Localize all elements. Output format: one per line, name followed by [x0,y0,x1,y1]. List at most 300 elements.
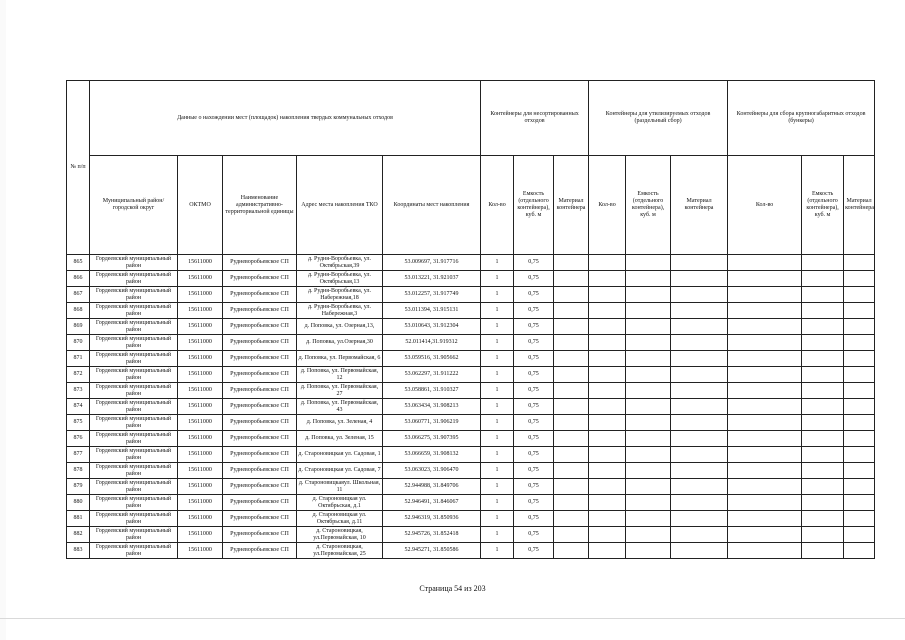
cell-settlement: Рудневоробьевское СП [223,463,297,479]
cell-oktmo: 15611000 [178,255,223,271]
table-row [67,367,875,383]
cell-unsorted-material [554,543,589,559]
cell-district: Гордеевский муниципальный район [90,463,178,479]
cell-settlement: Рудневоробьевское СП [223,383,297,399]
cell-coords: 53.009697, 31.917716 [383,255,481,271]
cell-separate-volume [626,271,671,287]
cell-separate-material [671,527,728,543]
header-unsorted-material: Материал контейнера [554,156,589,255]
cell-separate-material [671,463,728,479]
cell-settlement: Рудневоробьевское СП [223,367,297,383]
table-body [67,255,875,559]
cell-district: Гордеевский муниципальный район [90,527,178,543]
document-sheet [66,80,875,559]
cell-separate-count [589,511,626,527]
cell-bulky-count [728,335,802,351]
cell-unsorted-count: 1 [481,463,514,479]
cell-separate-volume [626,415,671,431]
cell-bulky-material [844,495,875,511]
cell-num: 870 [67,335,90,351]
cell-bulky-count [728,383,802,399]
cell-district: Гордеевский муниципальный район [90,511,178,527]
cell-oktmo: 15611000 [178,383,223,399]
cell-bulky-material [844,511,875,527]
cell-bulky-material [844,255,875,271]
cell-unsorted-volume: 0,75 [514,335,554,351]
cell-bulky-volume [802,431,844,447]
cell-unsorted-material [554,255,589,271]
cell-num: 883 [67,543,90,559]
cell-address: д. Староновицкая, ул.Первомайская, 10 [297,527,383,543]
cell-bulky-volume [802,447,844,463]
cell-unsorted-material [554,495,589,511]
cell-bulky-material [844,287,875,303]
table-row [67,287,875,303]
cell-address: д. Поповка, ул. Озерная,13, [297,319,383,335]
cell-district: Гордеевский муниципальный район [90,543,178,559]
cell-separate-material [671,447,728,463]
cell-bulky-volume [802,383,844,399]
cell-separate-count [589,543,626,559]
cell-oktmo: 15611000 [178,415,223,431]
table-row [67,303,875,319]
cell-num: 873 [67,383,90,399]
scan-bottom-line [0,618,905,619]
cell-bulky-count [728,255,802,271]
cell-bulky-volume [802,335,844,351]
cell-district: Гордеевский муниципальный район [90,415,178,431]
cell-separate-volume [626,495,671,511]
cell-num: 881 [67,511,90,527]
cell-num: 867 [67,287,90,303]
cell-separate-material [671,303,728,319]
cell-bulky-material [844,367,875,383]
cell-unsorted-volume: 0,75 [514,431,554,447]
cell-separate-count [589,303,626,319]
cell-separate-volume [626,319,671,335]
cell-num: 868 [67,303,90,319]
table-row [67,399,875,415]
waste-sites-table [66,80,875,559]
cell-bulky-volume [802,415,844,431]
header-separate-group: Контейнеры для утилизируемых отходов (раздельный сбор) [589,81,728,156]
cell-separate-count [589,287,626,303]
cell-address: д. Рудня-Воробьевка, ул. Набережная,18 [297,287,383,303]
cell-oktmo: 15611000 [178,351,223,367]
cell-separate-count [589,495,626,511]
cell-separate-volume [626,351,671,367]
header-address: Адрес места накопления ТКО [297,156,383,255]
cell-bulky-volume [802,303,844,319]
header-unsorted-count: Кол-во [481,156,514,255]
cell-oktmo: 15611000 [178,335,223,351]
cell-separate-count [589,271,626,287]
cell-unsorted-count: 1 [481,511,514,527]
cell-unsorted-material [554,511,589,527]
cell-separate-volume [626,511,671,527]
cell-bulky-material [844,399,875,415]
cell-separate-volume [626,303,671,319]
cell-unsorted-volume: 0,75 [514,255,554,271]
cell-coords: 52.011414,31.919312 [383,335,481,351]
cell-separate-volume [626,431,671,447]
cell-address: д. Староновицкая ул. Октябрьская, д.11 [297,511,383,527]
cell-unsorted-volume: 0,75 [514,367,554,383]
cell-unsorted-count: 1 [481,527,514,543]
cell-bulky-count [728,527,802,543]
cell-oktmo: 15611000 [178,479,223,495]
cell-bulky-count [728,319,802,335]
cell-settlement: Рудневоробьевское СП [223,543,297,559]
cell-bulky-count [728,303,802,319]
cell-separate-volume [626,463,671,479]
cell-district: Гордеевский муниципальный район [90,287,178,303]
cell-unsorted-volume: 0,75 [514,287,554,303]
header-location-group: Данные о нахождении мест (площадок) накопления твердых коммунальных отходов [90,81,481,156]
cell-bulky-volume [802,399,844,415]
cell-oktmo: 15611000 [178,527,223,543]
cell-unsorted-volume: 0,75 [514,383,554,399]
cell-num: 874 [67,399,90,415]
cell-oktmo: 15611000 [178,399,223,415]
cell-district: Гордеевский муниципальный район [90,399,178,415]
cell-separate-material [671,383,728,399]
cell-unsorted-count: 1 [481,399,514,415]
cell-bulky-count [728,415,802,431]
cell-address: д. Рудня-Воробьевка, ул. Октябрьская,39 [297,255,383,271]
cell-unsorted-material [554,447,589,463]
header-num: № п/п [67,81,90,255]
cell-settlement: Рудневоробьевское СП [223,303,297,319]
cell-unsorted-material [554,463,589,479]
cell-unsorted-volume: 0,75 [514,447,554,463]
cell-oktmo: 15611000 [178,271,223,287]
cell-unsorted-material [554,431,589,447]
header-district: Муниципальный район/городской округ [90,156,178,255]
cell-bulky-count [728,511,802,527]
cell-coords: 53.066275, 31.907395 [383,431,481,447]
cell-unsorted-material [554,399,589,415]
header-bulky-count: Кол-во [728,156,802,255]
cell-bulky-count [728,479,802,495]
cell-separate-material [671,351,728,367]
cell-district: Гордеевский муниципальный район [90,303,178,319]
cell-unsorted-volume: 0,75 [514,319,554,335]
cell-bulky-material [844,527,875,543]
cell-unsorted-volume: 0,75 [514,303,554,319]
cell-address: д. Староновицкая ул. Октябрьская, д.1 [297,495,383,511]
cell-unsorted-material [554,479,589,495]
cell-settlement: Рудневоробьевское СП [223,399,297,415]
cell-unsorted-material [554,527,589,543]
table-row [67,383,875,399]
cell-num: 866 [67,271,90,287]
cell-coords: 52.945726, 31.852418 [383,527,481,543]
cell-num: 876 [67,431,90,447]
header-oktmo: ОКТМО [178,156,223,255]
cell-settlement: Рудневоробьевское СП [223,495,297,511]
cell-coords: 53.012257, 31.917749 [383,287,481,303]
cell-separate-volume [626,543,671,559]
cell-unsorted-count: 1 [481,303,514,319]
cell-unsorted-count: 1 [481,271,514,287]
cell-bulky-count [728,271,802,287]
cell-coords: 53.011394, 31.915131 [383,303,481,319]
cell-unsorted-material [554,303,589,319]
cell-separate-material [671,415,728,431]
cell-unsorted-volume: 0,75 [514,463,554,479]
cell-bulky-volume [802,463,844,479]
cell-separate-count [589,367,626,383]
cell-bulky-volume [802,527,844,543]
cell-bulky-material [844,271,875,287]
cell-unsorted-material [554,383,589,399]
table-row [67,447,875,463]
cell-coords: 53.013221, 31.921037 [383,271,481,287]
cell-unsorted-volume: 0,75 [514,511,554,527]
cell-unsorted-volume: 0,75 [514,479,554,495]
cell-address: д. Староновицкая, ул.Первомайская, 25 [297,543,383,559]
cell-district: Гордеевский муниципальный район [90,431,178,447]
cell-bulky-material [844,415,875,431]
cell-district: Гордеевский муниципальный район [90,319,178,335]
cell-coords: 53.063434, 31.908213 [383,399,481,415]
table-row [67,543,875,559]
cell-address: д. Рудня-Воробьевка, ул. Октябрьская,13 [297,271,383,287]
cell-unsorted-material [554,351,589,367]
cell-bulky-count [728,495,802,511]
cell-unsorted-volume: 0,75 [514,351,554,367]
cell-address: д. Поповка, ул. Первомайская, 12 [297,367,383,383]
header-separate-count: Кол-во [589,156,626,255]
cell-separate-count [589,479,626,495]
cell-bulky-material [844,303,875,319]
cell-settlement: Рудневоробьевское СП [223,319,297,335]
cell-bulky-material [844,383,875,399]
cell-settlement: Рудневоробьевское СП [223,479,297,495]
table-row [67,335,875,351]
cell-num: 879 [67,479,90,495]
cell-separate-count [589,527,626,543]
cell-bulky-count [728,287,802,303]
cell-settlement: Рудневоробьевское СП [223,511,297,527]
cell-bulky-count [728,543,802,559]
cell-num: 875 [67,415,90,431]
cell-unsorted-count: 1 [481,287,514,303]
header-bulky-group: Контейнеры для сбора крупногабаритных отходов (бункеры) [728,81,875,156]
table-row [67,415,875,431]
cell-bulky-count [728,367,802,383]
cell-bulky-material [844,479,875,495]
cell-coords: 52.946319, 31.850936 [383,511,481,527]
cell-oktmo: 15611000 [178,447,223,463]
cell-address: д. Поповка, ул. Первомайская, 27 [297,383,383,399]
cell-separate-material [671,399,728,415]
cell-separate-volume [626,287,671,303]
table-row [67,431,875,447]
cell-unsorted-volume: 0,75 [514,271,554,287]
cell-separate-count [589,447,626,463]
cell-separate-count [589,431,626,447]
cell-unsorted-material [554,367,589,383]
cell-oktmo: 15611000 [178,431,223,447]
cell-bulky-volume [802,495,844,511]
cell-separate-count [589,399,626,415]
cell-num: 878 [67,463,90,479]
cell-unsorted-count: 1 [481,495,514,511]
cell-bulky-count [728,447,802,463]
cell-unsorted-count: 1 [481,543,514,559]
header-coords: Координаты мест накопления [383,156,481,255]
cell-address: д. Староновицкая ул. Садовая, 7 [297,463,383,479]
cell-oktmo: 15611000 [178,319,223,335]
cell-unsorted-count: 1 [481,367,514,383]
cell-unsorted-count: 1 [481,447,514,463]
cell-bulky-count [728,431,802,447]
cell-address: д. Староновицкаяул. Школьная, 11 [297,479,383,495]
cell-bulky-material [844,335,875,351]
cell-separate-count [589,415,626,431]
cell-separate-volume [626,447,671,463]
table-row [67,495,875,511]
cell-unsorted-count: 1 [481,415,514,431]
cell-separate-material [671,511,728,527]
cell-district: Гордеевский муниципальный район [90,495,178,511]
cell-address: д. Староновицкая ул. Садовая, 1 [297,447,383,463]
cell-unsorted-count: 1 [481,479,514,495]
cell-unsorted-volume: 0,75 [514,527,554,543]
cell-bulky-material [844,543,875,559]
cell-bulky-volume [802,287,844,303]
cell-coords: 53.062297, 31.911222 [383,367,481,383]
cell-settlement: Рудневоробьевское СП [223,415,297,431]
cell-separate-material [671,367,728,383]
cell-unsorted-material [554,415,589,431]
cell-num: 872 [67,367,90,383]
cell-num: 869 [67,319,90,335]
cell-bulky-volume [802,479,844,495]
cell-oktmo: 15611000 [178,543,223,559]
cell-bulky-material [844,431,875,447]
cell-unsorted-material [554,287,589,303]
cell-district: Гордеевский муниципальный район [90,255,178,271]
cell-coords: 53.059516, 31.905662 [383,351,481,367]
cell-bulky-volume [802,367,844,383]
cell-district: Гордеевский муниципальный район [90,479,178,495]
cell-separate-volume [626,527,671,543]
cell-unsorted-material [554,319,589,335]
cell-district: Гордеевский муниципальный район [90,351,178,367]
cell-address: д. Рудня-Воробьевка, ул. Набережная,3 [297,303,383,319]
table-row [67,319,875,335]
cell-num: 865 [67,255,90,271]
cell-district: Гордеевский муниципальный район [90,367,178,383]
cell-unsorted-count: 1 [481,383,514,399]
table-row [67,255,875,271]
header-bulky-volume: Емкость (отдельного контейнера), куб. м [802,156,844,255]
table-row [67,463,875,479]
cell-oktmo: 15611000 [178,367,223,383]
cell-separate-material [671,495,728,511]
cell-bulky-count [728,351,802,367]
cell-separate-material [671,319,728,335]
cell-oktmo: 15611000 [178,495,223,511]
cell-coords: 53.058861, 31.910327 [383,383,481,399]
cell-unsorted-count: 1 [481,255,514,271]
cell-unsorted-volume: 0,75 [514,399,554,415]
cell-bulky-volume [802,271,844,287]
cell-unsorted-material [554,271,589,287]
cell-unsorted-count: 1 [481,351,514,367]
cell-settlement: Рудневоробьевское СП [223,351,297,367]
cell-district: Гордеевский муниципальный район [90,383,178,399]
cell-bulky-volume [802,543,844,559]
cell-bulky-material [844,351,875,367]
cell-separate-volume [626,479,671,495]
cell-bulky-material [844,463,875,479]
cell-bulky-material [844,319,875,335]
cell-separate-material [671,287,728,303]
cell-coords: 53.063023, 31.906470 [383,463,481,479]
cell-oktmo: 15611000 [178,303,223,319]
header-separate-volume: Емкость (отдельного контейнера), куб. м [626,156,671,255]
scan-edge [0,0,6,640]
cell-unsorted-count: 1 [481,431,514,447]
cell-separate-material [671,431,728,447]
cell-settlement: Рудневоробьевское СП [223,287,297,303]
cell-separate-count [589,383,626,399]
cell-unsorted-volume: 0,75 [514,415,554,431]
cell-address: д. Поповка, ул. Первомайская, 6 [297,351,383,367]
cell-settlement: Рудневоробьевское СП [223,335,297,351]
cell-coords: 52.946491, 31.846067 [383,495,481,511]
cell-unsorted-count: 1 [481,319,514,335]
cell-address: д. Поповка, ул. Зеленая, 15 [297,431,383,447]
table-row [67,479,875,495]
cell-settlement: Рудневоробьевское СП [223,527,297,543]
cell-bulky-material [844,447,875,463]
cell-separate-count [589,335,626,351]
cell-separate-material [671,543,728,559]
cell-separate-material [671,479,728,495]
cell-separate-material [671,271,728,287]
cell-unsorted-volume: 0,75 [514,543,554,559]
cell-bulky-volume [802,351,844,367]
cell-separate-count [589,351,626,367]
cell-coords: 52.945271, 31.850586 [383,543,481,559]
cell-settlement: Рудневоробьевское СП [223,447,297,463]
cell-unsorted-volume: 0,75 [514,495,554,511]
header-unsorted-volume: Емкость (отдельного контейнера), куб. м [514,156,554,255]
cell-separate-volume [626,335,671,351]
cell-address: д. Поповка, ул.Озерная,30 [297,335,383,351]
cell-bulky-volume [802,255,844,271]
cell-unsorted-count: 1 [481,335,514,351]
cell-separate-count [589,319,626,335]
page-number: Страница 54 из 203 [419,584,486,593]
header-bulky-material: Материал контейнера [844,156,875,255]
cell-coords: 53.066659, 31.908132 [383,447,481,463]
cell-separate-material [671,335,728,351]
cell-unsorted-material [554,335,589,351]
cell-bulky-count [728,399,802,415]
cell-oktmo: 15611000 [178,287,223,303]
cell-coords: 53.060771, 31.906219 [383,415,481,431]
cell-settlement: Рудневоробьевское СП [223,255,297,271]
table-row [67,511,875,527]
cell-coords: 52.944988, 31.849706 [383,479,481,495]
cell-num: 880 [67,495,90,511]
